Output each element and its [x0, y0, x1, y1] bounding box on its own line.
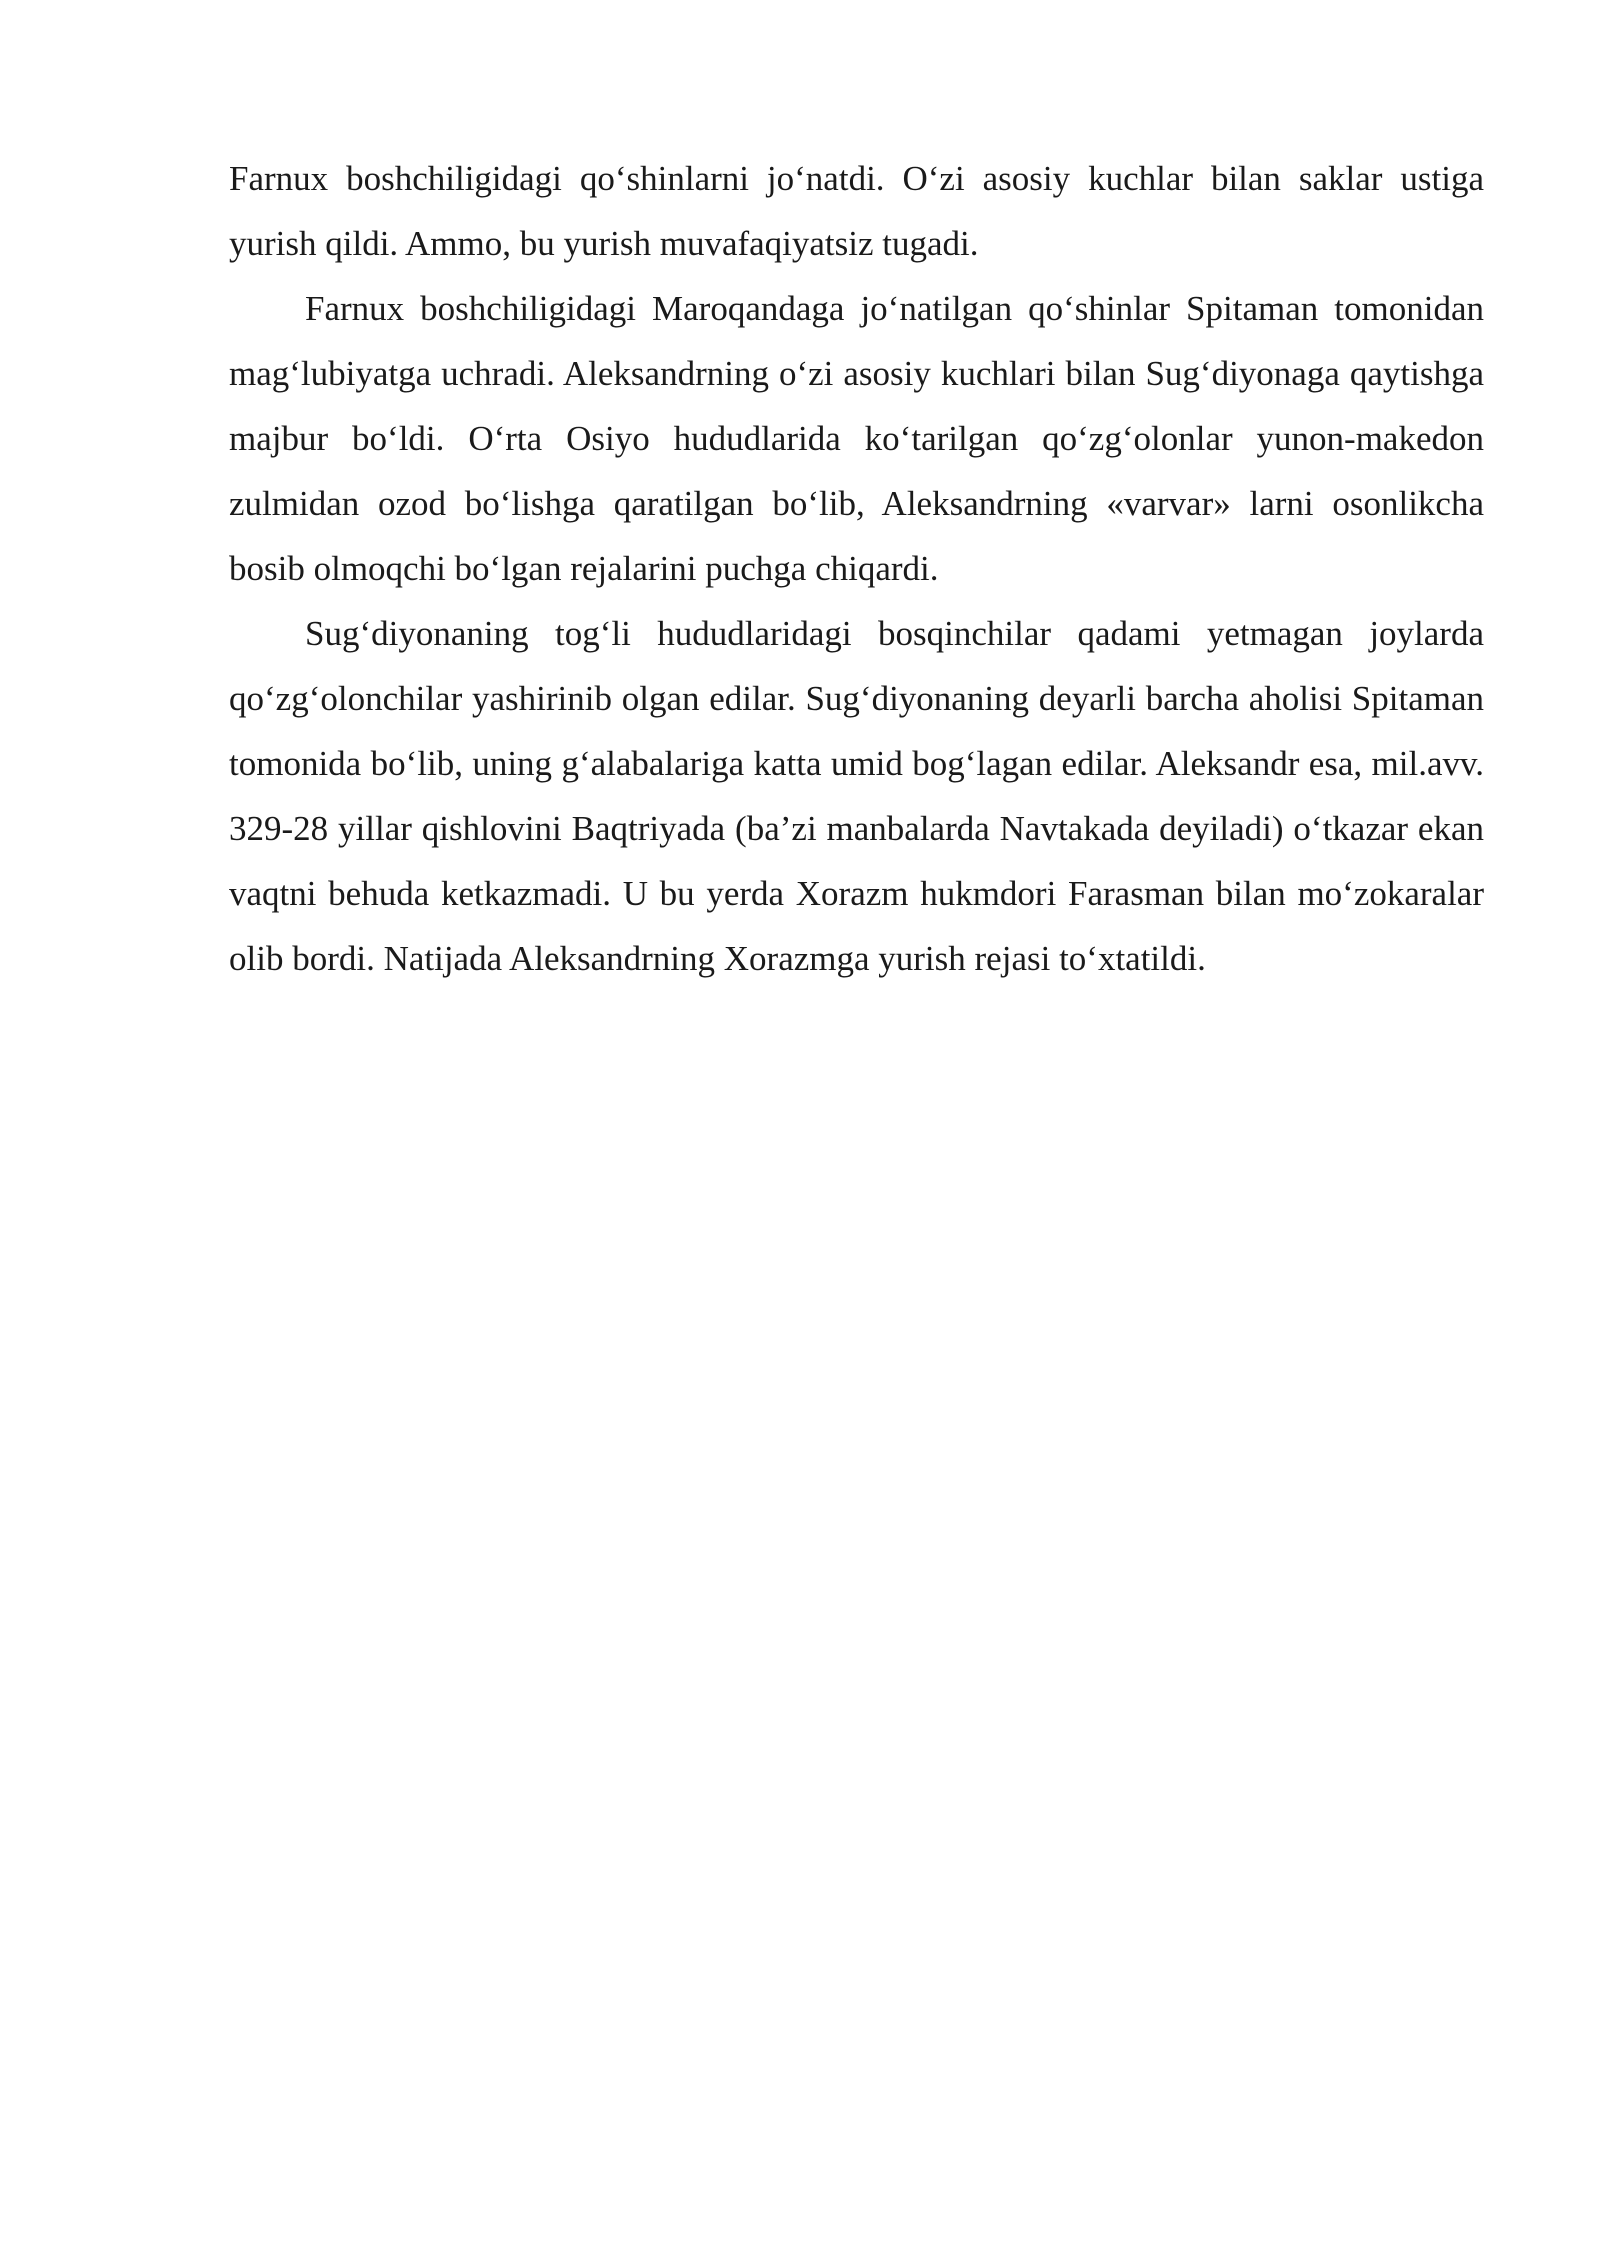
- paragraph-continuation: Farnux boshchiligidagi qo‘shinlarni jo‘natdi. O‘zi asosiy kuchlar bilan saklar ustiga yurish qildi. Ammo, bu yurish muvafaqiyatsiz tugadi.: [229, 159, 1484, 263]
- paragraph-sugdiyona-rebels: Sug‘diyonaning tog‘li hududlaridagi bosqinchilar qadami yetmagan joylarda qo‘zg‘olonchilar yashirinib olgan edilar. Sug‘diyonaning deyarli barcha aholisi Spitaman tomonida bo‘lib, uning g‘alabalariga katta umid bog‘lagan edilar. Aleksandr esa, mil.avv. 329-28 yillar qishlovini Baqtriyada (ba’zi manbalarda Navtakada deyiladi) o‘tkazar ekan vaqtni behuda ketkazmadi. U bu yerda Xorazm hukmdori Farasman bilan mo‘zokaralar olib bordi. Natijada Aleksandrning Xorazmga yurish rejasi to‘xtatildi.: [229, 614, 1484, 978]
- document-body: [229, 146, 1484, 991]
- paragraph-farnux-defeat: Farnux boshchiligidagi Maroqandaga jo‘natilgan qo‘shinlar Spitaman tomonidan mag‘lubiyatga uchradi. Aleksandrning o‘zi asosiy kuchlari bilan Sug‘diyonaga qaytishga majbur bo‘ldi. O‘rta Osiyo hududlarida ko‘tarilgan qo‘zg‘olonlar yunon-makedon zulmidan ozod bo‘lishga qaratilgan bo‘lib, Aleksandrning «varvar» larni osonlikcha bosib olmoqchi bo‘lgan rejalarini puchga chiqardi.: [229, 289, 1484, 588]
